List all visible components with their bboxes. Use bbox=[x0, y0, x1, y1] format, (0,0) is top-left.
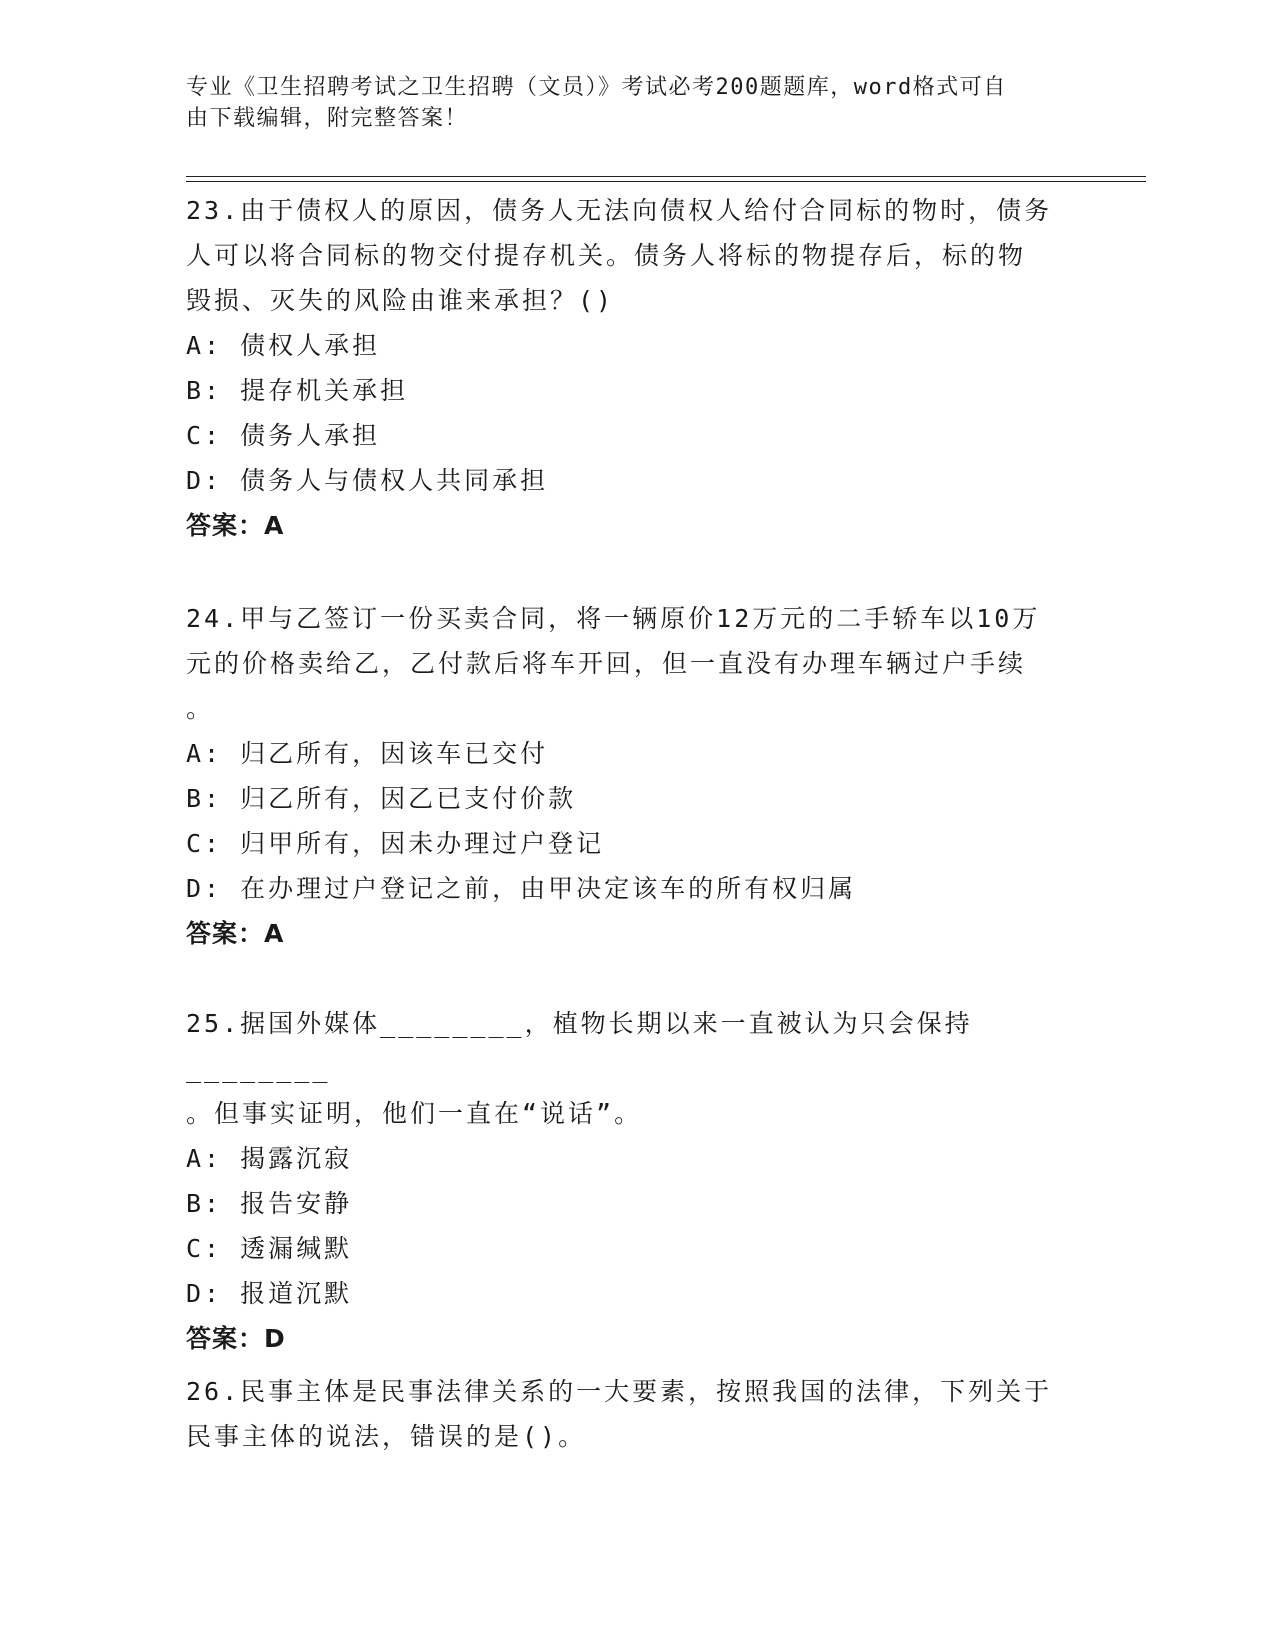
option-d: D: 报道沉默 bbox=[186, 1279, 353, 1308]
option-b: B: 提存机关承担 bbox=[186, 376, 409, 405]
question-stem-line: 人可以将合同标的物交付提存机关。债务人将标的物提存后，标的物 bbox=[186, 241, 1027, 270]
question-stem-line: 。但事实证明，他们一直在“说话”。 bbox=[186, 1099, 643, 1128]
option-c: C: 透漏缄默 bbox=[186, 1234, 353, 1263]
option-d: D: 在办理过户登记之前，由甲决定该车的所有权归属 bbox=[186, 874, 857, 903]
option-a: A: 揭露沉寂 bbox=[186, 1144, 353, 1173]
question-24 bbox=[186, 596, 1086, 956]
option-d: D: 债务人与债权人共同承担 bbox=[186, 466, 549, 495]
option-a: A: 债权人承担 bbox=[186, 331, 381, 360]
question-stem-line: 26.民事主体是民事法律关系的一大要素，按照我国的法律，下列关于 bbox=[186, 1377, 1053, 1406]
question-stem-line: 23.由于债权人的原因，债务人无法向债权人给付合同标的物时，债务 bbox=[186, 196, 1053, 225]
option-c: C: 债务人承担 bbox=[186, 421, 381, 450]
option-a: A: 归乙所有，因该车已交付 bbox=[186, 739, 549, 768]
question-stem-line: 元的价格卖给乙，乙付款后将车开回，但一直没有办理车辆过户手续 bbox=[186, 649, 1027, 678]
answer-line: 答案：A bbox=[186, 511, 285, 540]
answer-line: 答案：A bbox=[186, 919, 285, 948]
answer-line: 答案：D bbox=[186, 1324, 286, 1353]
question-stem-line: 毁损、灭失的风险由谁来承担？() bbox=[186, 286, 615, 315]
question-25 bbox=[186, 1001, 1086, 1361]
header-divider-top bbox=[186, 176, 1146, 177]
question-stem-line: 。 bbox=[186, 694, 215, 723]
header-divider-bottom bbox=[186, 181, 1146, 182]
document-header bbox=[186, 72, 1066, 134]
header-line-1: 专业《卫生招聘考试之卫生招聘（文员）》考试必考200题题库，word格式可自 bbox=[186, 75, 1007, 100]
option-b: B: 报告安静 bbox=[186, 1189, 353, 1218]
header-line-2: 由下载编辑，附完整答案！ bbox=[186, 106, 469, 131]
question-stem-line: 25.据国外媒体________，植物长期以来一直被认为只会保持________ bbox=[186, 1009, 973, 1083]
question-23 bbox=[186, 188, 1086, 548]
question-stem-line: 民事主体的说法，错误的是()。 bbox=[186, 1422, 587, 1451]
option-b: B: 归乙所有，因乙已支付价款 bbox=[186, 784, 577, 813]
option-c: C: 归甲所有，因未办理过户登记 bbox=[186, 829, 605, 858]
question-stem-line: 24.甲与乙签订一份买卖合同，将一辆原价12万元的二手轿车以10万 bbox=[186, 604, 1041, 633]
question-26 bbox=[186, 1369, 1086, 1459]
